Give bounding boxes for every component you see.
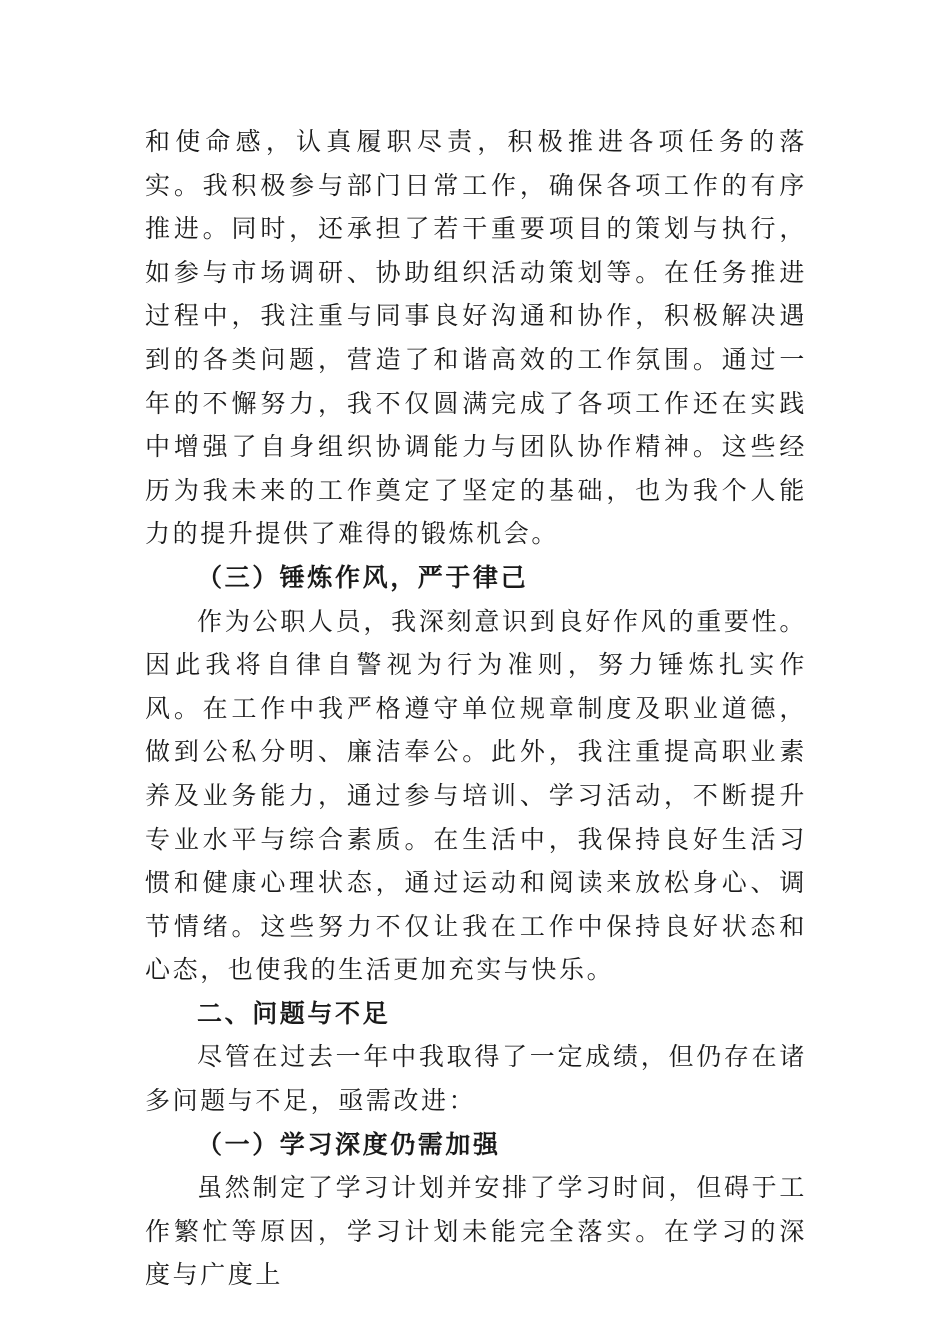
paragraph-problems-intro: 尽管在过去一年中我取得了一定成绩，但仍存在诸多问题与不足，亟需改进： [145, 1042, 807, 1116]
subheading-conduct: （三）锤炼作风，严于律己 [197, 562, 529, 592]
subheading-study-depth: （一）学习深度仍需加强 [197, 1129, 501, 1159]
section-heading-problems: 二、问题与不足 [197, 998, 391, 1028]
paragraph-study-depth: 虽然制定了学习计划并安排了学习时间，但碍于工作繁忙等原因，学习计划未能完全落实。在学习的深度与广度上 [145, 1173, 807, 1290]
document-page [145, 120, 807, 1297]
paragraph-work-duties: 和使命感，认真履职尽责，积极推进各项任务的落实。我积极参与部门日常工作，确保各项工作的有序推进。同时，还承担了若干重要项目的策划与执行，如参与市场调研、协助组织活动策划等。在任务推进过程中，我注重与同事良好沟通和协作，积极解决遇到的各类问题，营造了和谐高效的工作氛围。通过一年的不懈努力，我不仅圆满完成了各项工作还在实践中增强了自身组织协调能力与团队协作精神。这些经历为我未来的工作奠定了坚定的基础，也为我个人能力的提升提供了难得的锻炼机会。 [145, 127, 807, 549]
paragraph-conduct: 作为公职人员，我深刻意识到良好作风的重要性。因此我将自律自警视为行为准则，努力锤炼扎实作风。在工作中我严格遵守单位规章制度及职业道德，做到公私分明、廉洁奉公。此外，我注重提高职业素养及业务能力，通过参与培训、学习活动，不断提升专业水平与综合素质。在生活中，我保持良好生活习惯和健康心理状态，通过运动和阅读来放松身心、调节情绪。这些努力不仅让我在工作中保持良好状态和心态，也使我的生活更加充实与快乐。 [145, 606, 807, 985]
